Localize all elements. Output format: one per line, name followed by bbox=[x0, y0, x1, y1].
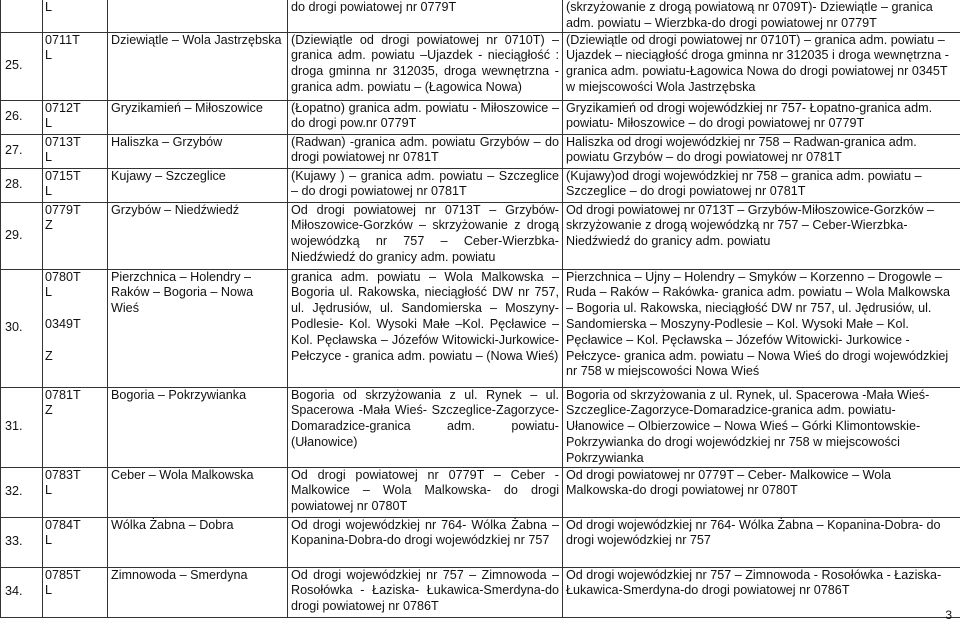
road-range: (Łopatno) granica adm. powiatu - Miłoszowice – do drogi pow.nr 0779T bbox=[288, 100, 563, 134]
road-range: Od drogi powiatowej nr 0713T – Grzybów-Miłoszowice-Gorzków – skrzyżowanie z drogą wojewódzką nr 757 – Ceber-Wierzbka-Niedźwiedź do granicy adm. powiatu bbox=[288, 202, 563, 269]
row-number bbox=[1, 0, 43, 32]
road-description: Bogoria od skrzyżowania z ul. Rynek, ul. Spacerowa -Mała Wieś-Szczeglice-Zagorzyce-Domaradzice-granica adm. powiatu- Ułanowice – Olbierzowice – Nowa Wieś – Górki Klimontowskie- Pokrzywianka do drogi wojewódzkiej nr 758 w miejscowości Pokrzywianka bbox=[563, 387, 960, 467]
road-name: Bogoria – Pokrzywianka bbox=[108, 387, 288, 467]
road-name: Pierzchnica – Holendry – Raków – Bogoria – Nowa Wieś bbox=[108, 269, 288, 387]
road-description: Pierzchnica – Ujny – Holendry – Smyków – Korzenno – Drogowle – Ruda – Raków – Rakówka- granica adm. powiatu – Wola Malkowska – Bogoria ul. Rakowska, nieciągłość DW nr 757, ul. Jędrusiów, ul. Sandomierska – Moszyny-Podlesie – Kol. Wysoki Małe – Kol. Pęcławice – Kol. Pęcławska – Józefów Witowicki- Jurkowice - Pełczyce- granica adm. powiatu – Nowa Wieś do drogi wojewódzkiej nr 758 w miejscowości Nowa Wieś bbox=[563, 269, 960, 387]
road-description: Haliszka od drogi wojewódzkiej nr 758 – Radwan-granica adm. powiatu Grzybów – do drogi powiatowej nr 0781T bbox=[563, 134, 960, 168]
row-number: 26. bbox=[1, 100, 43, 134]
road-range: granica adm. powiatu – Wola Malkowska – Bogoria ul. Rakowska, nieciągłość DW nr 757, ul. Jędrusiów, ul. Sandomierska – Moszyny-Podlesie- Kol. Wysoki Małe –Kol. Pęcławice – Kol. Pęcławska – Józefów Witowicki-Jurkowice-Pełczyce - granica adm. powiatu – (Nowa Wieś) bbox=[288, 269, 563, 387]
row-number: 33. bbox=[1, 517, 43, 567]
road-range: Od drogi wojewódzkiej nr 764- Wólka Żabna – Kopanina-Dobra-do drogi wojewódzkiej nr 757 bbox=[288, 517, 563, 567]
table-row bbox=[1, 32, 960, 100]
road-code: L bbox=[43, 0, 108, 32]
road-name: Haliszka – Grzybów bbox=[108, 134, 288, 168]
road-code: 0713T L bbox=[43, 134, 108, 168]
table-row bbox=[1, 467, 960, 517]
road-range: (Radwan) -granica adm. powiatu Grzybów – do drogi powiatowej nr 0781T bbox=[288, 134, 563, 168]
road-code: 0711T L bbox=[43, 32, 108, 100]
table-row bbox=[1, 567, 960, 617]
road-description: Gryzikamień od drogi wojewódzkiej nr 757- Łopatno-granica adm. powiatu- Miłoszowice – do drogi powiatowej nr 0779T bbox=[563, 100, 960, 134]
road-code: 0712T L bbox=[43, 100, 108, 134]
road-range: Bogoria od skrzyżowania z ul. Rynek – ul. Spacerowa -Mała Wieś- Szczeglice-Zagorzyce-Domaradzice-granica adm. powiatu- (Ułanowice) bbox=[288, 387, 563, 467]
row-number: 32. bbox=[1, 467, 43, 517]
road-code: 0784T L bbox=[43, 517, 108, 567]
road-name: Zimnowoda – Smerdyna bbox=[108, 567, 288, 617]
road-name: Grzybów – Niedźwiedź bbox=[108, 202, 288, 269]
road-description: Od drogi wojewódzkiej nr 757 – Zimnowoda - Rosołówka - Łaziska-Łukawica-Smerdyna-do drogi powiatowej nr 0786T bbox=[563, 567, 960, 617]
road-range: Od drogi powiatowej nr 0779T – Ceber - Malkowice – Wola Malkowska- do drogi powiatowej nr 0780T bbox=[288, 467, 563, 517]
road-name: Kujawy – Szczeglice bbox=[108, 168, 288, 202]
table-row bbox=[1, 517, 960, 567]
table-row bbox=[1, 168, 960, 202]
road-description: Od drogi powiatowej nr 0713T – Grzybów-Miłoszowice-Gorzków – skrzyżowanie z drogą wojewódzką nr 757 – Ceber-Wierzbka-Niedźwiedź do granicy adm. powiatu bbox=[563, 202, 960, 269]
road-code: 0781T Z bbox=[43, 387, 108, 467]
road-code: 0715T L bbox=[43, 168, 108, 202]
road-description: (skrzyżowanie z drogą powiatową nr 0709T)- Dziewiątle – granica adm. powiatu – Wierzbka-do drogi powiatowej nr 0779T bbox=[563, 0, 960, 32]
table-row bbox=[1, 202, 960, 269]
road-name: Wólka Żabna – Dobra bbox=[108, 517, 288, 567]
row-number: 29. bbox=[1, 202, 43, 269]
table-row bbox=[1, 387, 960, 467]
road-code: 0779T Z bbox=[43, 202, 108, 269]
table-row bbox=[1, 134, 960, 168]
road-range: (Dziewiątle od drogi powiatowej nr 0710T) – granica adm. powiatu –Ujazdek - nieciągłość : droga gminna nr 312035, droga wewnętrzna - granica adm. powiatu – (Łagowica Nowa) bbox=[288, 32, 563, 100]
row-number: 28. bbox=[1, 168, 43, 202]
table-row bbox=[1, 0, 960, 32]
row-number: 31. bbox=[1, 387, 43, 467]
road-description: Od drogi wojewódzkiej nr 764- Wólka Żabna – Kopanina-Dobra- do drogi wojewódzkiej nr 757 bbox=[563, 517, 960, 567]
road-description: (Kujawy)od drogi wojewódzkiej nr 758 – granica adm. powiatu – Szczeglice – do drogi powiatowej nr 0781T bbox=[563, 168, 960, 202]
road-name bbox=[108, 0, 288, 32]
road-description: Od drogi powiatowej nr 0779T – Ceber- Malkowice – Wola Malkowska-do drogi powiatowej nr 0780T bbox=[563, 467, 960, 517]
table-row bbox=[1, 100, 960, 134]
row-number: 25. bbox=[1, 32, 43, 100]
road-name: Ceber – Wola Malkowska bbox=[108, 467, 288, 517]
road-name: Dziewiątle – Wola Jastrzębska bbox=[108, 32, 288, 100]
row-number: 30. bbox=[1, 269, 43, 387]
row-number: 27. bbox=[1, 134, 43, 168]
road-range: Od drogi wojewódzkiej nr 757 – Zimnowoda – Rosołówka - Łaziska- Łukawica-Smerdyna-do drogi powiatowej nr 0786T bbox=[288, 567, 563, 617]
road-range: do drogi powiatowej nr 0779T bbox=[288, 0, 563, 32]
road-description: (Dziewiątle od drogi powiatowej nr 0710T) – granica adm. powiatu – Ujazdek – nieciągłość droga gminna nr 312035 i droga wewnętrzna - granica adm. powiatu-Łagowica Nowa do drogi powiatowej nr 0345T w miejscowości Wola Jastrzębska bbox=[563, 32, 960, 100]
table-row bbox=[1, 269, 960, 387]
road-range: (Kujawy ) – granica adm. powiatu – Szczeglice – do drogi powiatowej nr 0781T bbox=[288, 168, 563, 202]
road-name: Gryzikamień – Miłoszowice bbox=[108, 100, 288, 134]
page-number: 3 bbox=[945, 608, 952, 622]
road-code: 0785T L bbox=[43, 567, 108, 617]
road-code: 0783T L bbox=[43, 467, 108, 517]
road-code: 0780T L 0349T Z bbox=[43, 269, 108, 387]
row-number: 34. bbox=[1, 567, 43, 617]
